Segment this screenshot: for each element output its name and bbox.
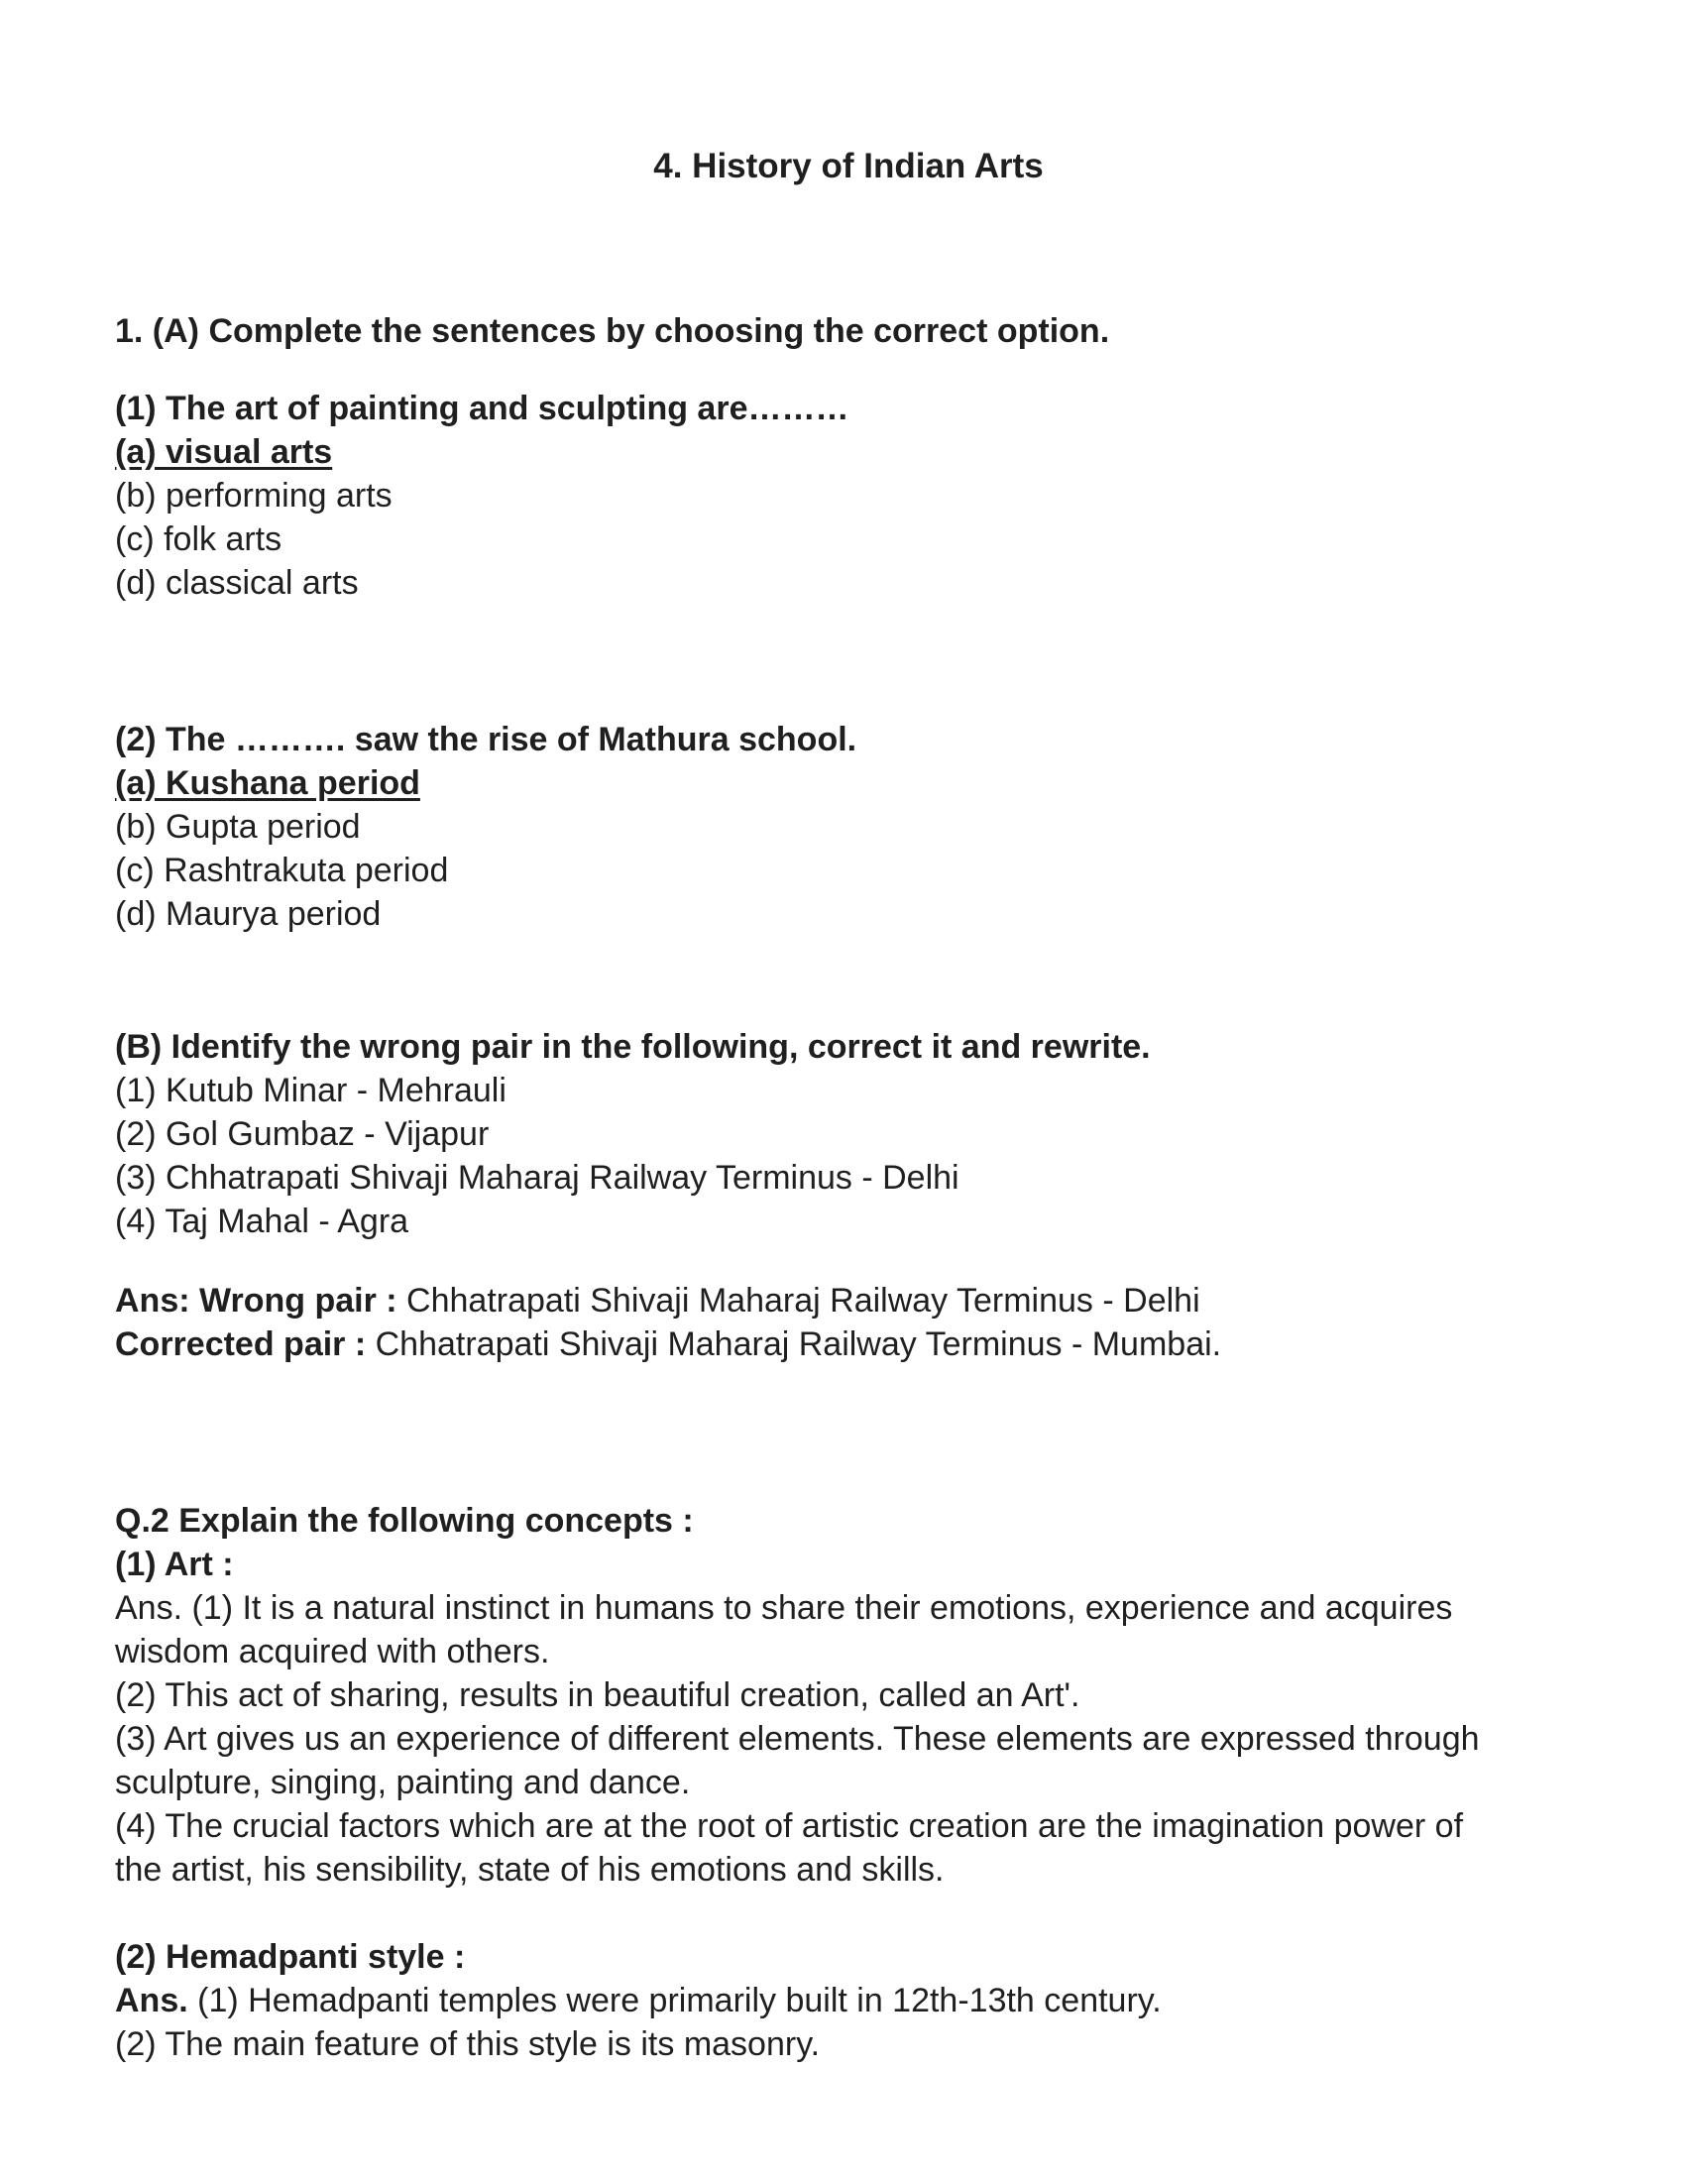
wrong-pair-label: Ans: Wrong pair : — [115, 1282, 407, 1320]
option: (b) performing arts — [115, 477, 393, 515]
question-text: (2) The ………. saw the rise of Mathura school. — [115, 721, 857, 758]
part-b-answer — [115, 1279, 1582, 1366]
hemadpanti-answer-line: (2) The main feature of this style is its masonry. — [115, 2025, 821, 2063]
pair-item: (4) Taj Mahal - Agra — [115, 1203, 409, 1240]
q1-item-1 — [115, 387, 1582, 605]
question-text: (1) The art of painting and sculpting are……… — [115, 390, 849, 427]
q1-heading: 1. (A) Complete the sentences by choosing the correct option. — [115, 312, 1110, 350]
pair-item: (2) Gol Gumbaz - Vijapur — [115, 1115, 490, 1153]
correct-option: (a) Kushana period — [115, 764, 420, 802]
q2-section — [115, 1499, 1582, 1892]
option: (b) Gupta period — [115, 808, 361, 846]
correct-option: (a) visual arts — [115, 433, 333, 471]
ans-label: Ans. — [115, 1982, 188, 2019]
art-answer-line: wisdom acquired with others. — [115, 1633, 550, 1670]
option: (d) Maurya period — [115, 895, 382, 933]
hemadpanti-heading: (2) Hemadpanti style : — [115, 1938, 466, 1976]
hemadpanti-answer-text: (1) Hemadpanti temples were primarily built in 12th-13th century. — [187, 1982, 1162, 2019]
hemadpanti-section — [115, 1935, 1582, 2066]
art-answer-line: Ans. (1) It is a natural instinct in humans to share their emotions, experience and acquires — [115, 1589, 1453, 1627]
page-title: 4. History of Indian Arts — [653, 147, 1044, 185]
art-answer-line: sculpture, singing, painting and dance. — [115, 1764, 691, 1801]
corrected-pair-label: Corrected pair : — [115, 1325, 376, 1363]
wrong-pair-value: Chhatrapati Shivaji Maharaj Railway Terminus - Delhi — [406, 1282, 1200, 1320]
corrected-pair-line — [115, 1322, 1582, 1366]
art-heading: (1) Art : — [115, 1546, 234, 1583]
art-answer-line: the artist, his sensibility, state of his emotions and skills. — [115, 1851, 945, 1889]
hemadpanti-answer-line — [115, 1979, 1582, 2022]
option: (c) Rashtrakuta period — [115, 852, 449, 889]
art-answer-line: (4) The crucial factors which are at the root of artistic creation are the imagination power of — [115, 1807, 1464, 1845]
q1-part-b — [115, 1025, 1582, 1243]
part-b-heading: (B) Identify the wrong pair in the following, correct it and rewrite. — [115, 1028, 1151, 1066]
option: (c) folk arts — [115, 520, 282, 558]
art-answer-line: (2) This act of sharing, results in beautiful creation, called an Art'. — [115, 1676, 1080, 1714]
pair-item: (1) Kutub Minar - Mehrauli — [115, 1072, 506, 1109]
q1-item-2 — [115, 718, 1582, 936]
corrected-pair-value: Chhatrapati Shivaji Maharaj Railway Terminus - Mumbai. — [375, 1325, 1222, 1363]
q1-section — [115, 309, 1582, 353]
art-answer-line: (3) Art gives us an experience of different elements. These elements are expressed through — [115, 1720, 1480, 1758]
option: (d) classical arts — [115, 564, 359, 602]
pair-item: (3) Chhatrapati Shivaji Maharaj Railway Terminus - Delhi — [115, 1159, 959, 1197]
wrong-pair-line — [115, 1279, 1582, 1322]
q2-heading: Q.2 Explain the following concepts : — [115, 1502, 694, 1540]
